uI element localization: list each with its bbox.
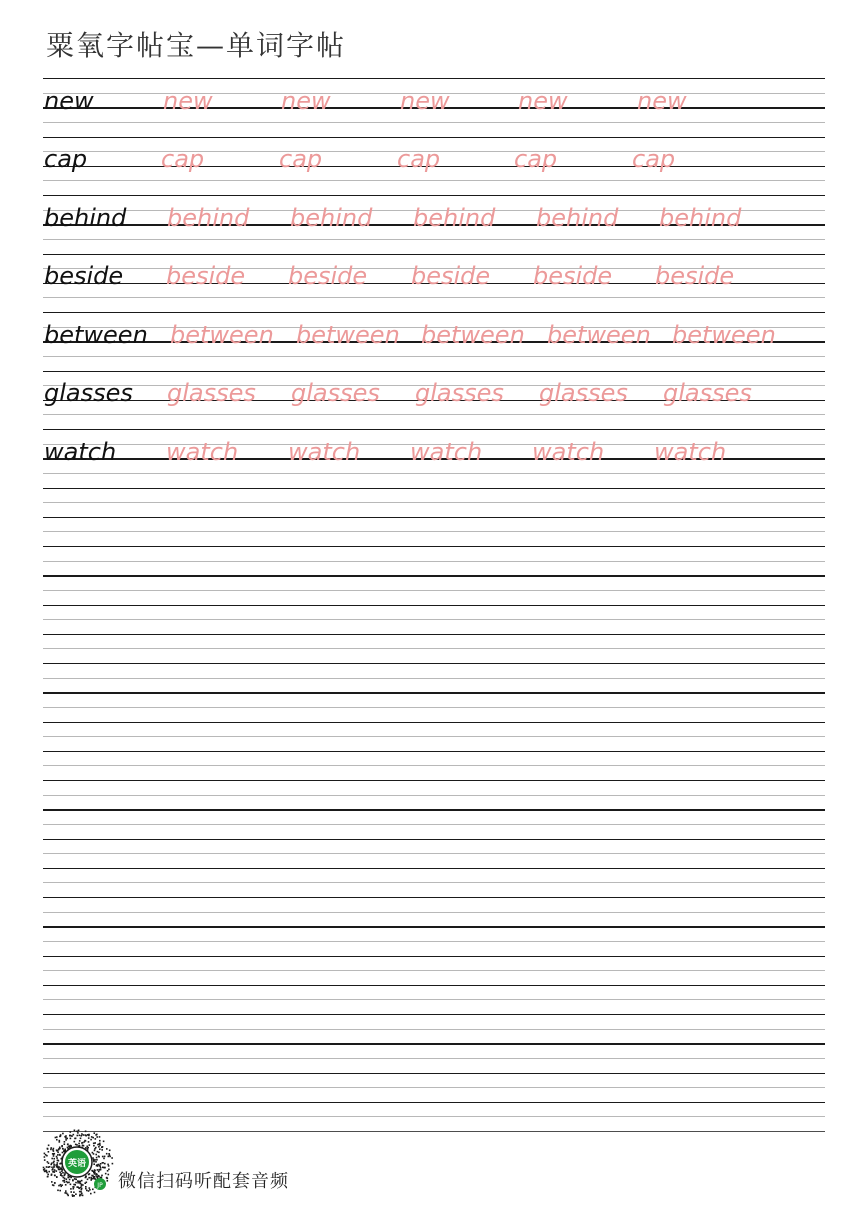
trace-word: watch bbox=[410, 437, 483, 466]
guide-line-top bbox=[43, 839, 825, 840]
trace-word: new bbox=[281, 86, 331, 115]
trace-word: cap bbox=[397, 145, 441, 173]
trace-word: glasses bbox=[291, 379, 380, 407]
guide-line-top bbox=[43, 488, 825, 489]
guide-line-base bbox=[43, 517, 825, 519]
page-title: 粟氧字帖宝—单词字帖 bbox=[46, 29, 347, 62]
qr-sub-badge-label: JP bbox=[97, 1182, 103, 1189]
trace-word: behind bbox=[536, 203, 619, 232]
word-row bbox=[43, 254, 825, 298]
trace-word: between bbox=[170, 320, 274, 349]
guide-line-mid bbox=[43, 531, 825, 532]
trace-word: behind bbox=[413, 203, 496, 232]
guide-line-mid bbox=[43, 502, 825, 503]
trace-word: beside bbox=[655, 262, 735, 290]
guide-line-mid bbox=[43, 707, 825, 708]
word-row bbox=[43, 313, 825, 357]
trace-word: glasses bbox=[539, 379, 628, 407]
guide-line-mid bbox=[43, 765, 825, 766]
trace-word: new bbox=[637, 86, 687, 115]
trace-word: between bbox=[421, 320, 525, 349]
trace-word: cap bbox=[161, 145, 205, 173]
trace-word: cap bbox=[514, 145, 558, 173]
model-word: new bbox=[44, 86, 94, 115]
trace-word: between bbox=[547, 320, 651, 349]
trace-word: beside bbox=[288, 262, 368, 290]
word-row bbox=[43, 430, 825, 474]
guide-line-base bbox=[43, 985, 825, 987]
footer bbox=[40, 1126, 370, 1200]
guide-line-mid bbox=[43, 999, 825, 1000]
trace-word: new bbox=[163, 86, 213, 115]
trace-word: beside bbox=[411, 262, 491, 290]
trace-word: behind bbox=[290, 203, 373, 232]
guide-line-mid bbox=[43, 912, 825, 913]
guide-line-top bbox=[43, 663, 825, 664]
guide-line-base bbox=[43, 575, 825, 577]
guide-line-top bbox=[43, 605, 825, 606]
guide-line-top bbox=[43, 1073, 825, 1074]
guide-line-top bbox=[43, 1014, 825, 1015]
guide-line-mid bbox=[43, 561, 825, 562]
guide-line-mid bbox=[43, 882, 825, 883]
guide-line-mid bbox=[43, 853, 825, 854]
guide-line-mid bbox=[43, 1116, 825, 1117]
guide-line-mid bbox=[43, 1058, 825, 1059]
model-word: behind bbox=[44, 203, 127, 232]
word-row bbox=[43, 371, 825, 415]
guide-line-top bbox=[43, 780, 825, 781]
guide-line-base bbox=[43, 1102, 825, 1104]
trace-word: watch bbox=[654, 437, 727, 466]
scan-for-audio-text: 微信扫码听配套音频 bbox=[118, 1171, 289, 1192]
guide-line-base bbox=[43, 1043, 825, 1045]
trace-word: beside bbox=[166, 262, 246, 290]
guide-line-base bbox=[43, 634, 825, 636]
trace-word: between bbox=[296, 320, 400, 349]
guide-line-base bbox=[43, 809, 825, 811]
model-word: beside bbox=[44, 262, 124, 290]
guide-line-base bbox=[43, 692, 825, 694]
guide-line-mid bbox=[43, 970, 825, 971]
guide-line-mid bbox=[43, 941, 825, 942]
guide-line-top bbox=[43, 546, 825, 547]
model-word: between bbox=[44, 320, 148, 349]
guide-line-mid bbox=[43, 1029, 825, 1030]
trace-word: between bbox=[672, 320, 776, 349]
word-row bbox=[43, 196, 825, 240]
qr-code-icon[interactable] bbox=[40, 1126, 114, 1198]
trace-word: glasses bbox=[167, 379, 256, 407]
trace-word: glasses bbox=[415, 379, 504, 407]
trace-word: behind bbox=[167, 203, 250, 232]
model-word: cap bbox=[44, 145, 88, 173]
model-word: glasses bbox=[44, 379, 133, 407]
guide-line-mid bbox=[43, 590, 825, 591]
trace-word: watch bbox=[166, 437, 239, 466]
trace-word: behind bbox=[659, 203, 742, 232]
trace-word: cap bbox=[279, 145, 323, 173]
qr-badge-label: 英语 bbox=[67, 1159, 87, 1169]
model-word: watch bbox=[44, 437, 117, 466]
guide-line-mid bbox=[43, 736, 825, 737]
trace-word: cap bbox=[632, 145, 676, 173]
trace-word: new bbox=[518, 86, 568, 115]
word-row bbox=[43, 79, 825, 123]
guide-line-mid bbox=[43, 824, 825, 825]
guide-line-mid bbox=[43, 648, 825, 649]
trace-word: beside bbox=[533, 262, 613, 290]
guide-line-base bbox=[43, 926, 825, 928]
guide-line-base bbox=[43, 868, 825, 870]
guide-line-mid bbox=[43, 619, 825, 620]
guide-line-mid bbox=[43, 795, 825, 796]
guide-line-top bbox=[43, 956, 825, 957]
guide-line-top bbox=[43, 722, 825, 723]
guide-line-mid bbox=[43, 678, 825, 679]
guide-line-base bbox=[43, 751, 825, 753]
guide-line-mid bbox=[43, 1087, 825, 1088]
trace-word: watch bbox=[288, 437, 361, 466]
guide-line-top bbox=[43, 897, 825, 898]
trace-word: glasses bbox=[663, 379, 752, 407]
trace-word: new bbox=[400, 86, 450, 115]
trace-word: watch bbox=[532, 437, 605, 466]
handwriting-sheet bbox=[43, 0, 825, 1227]
word-row bbox=[43, 137, 825, 181]
